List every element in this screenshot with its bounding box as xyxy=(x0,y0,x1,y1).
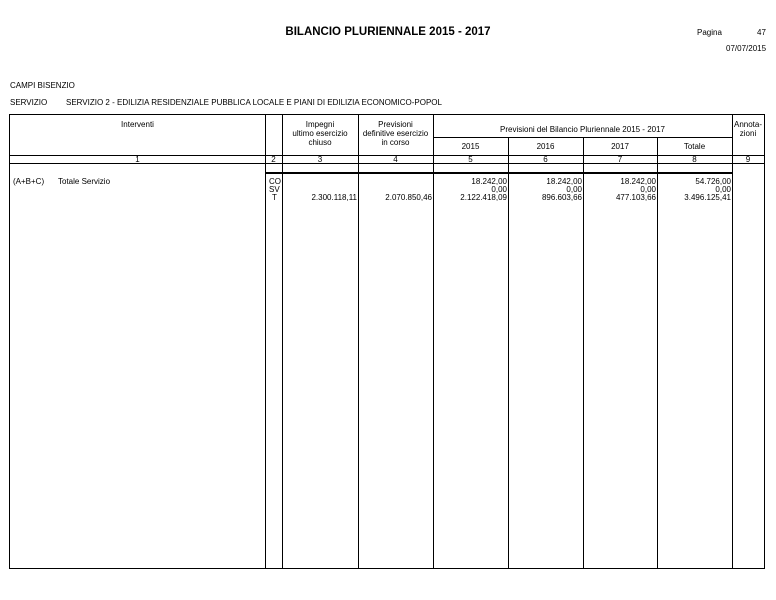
header-annotazioni: Annota- zioni xyxy=(733,120,763,138)
col-number-1: 1 xyxy=(135,155,140,164)
col-number-6: 6 xyxy=(543,155,548,164)
header-interventi: Interventi xyxy=(121,120,154,129)
col-number-7: 7 xyxy=(617,155,623,164)
col-number-4: 4 xyxy=(393,155,398,164)
header-year-2017: 2017 xyxy=(611,142,629,151)
row-types: CO SV T xyxy=(269,177,281,202)
col-number-8: 8 xyxy=(692,155,697,164)
report-date: 07/07/2015 xyxy=(726,44,767,53)
report-title: BILANCIO PLURIENNALE 2015 - 2017 xyxy=(285,26,491,38)
header-totale: Totale xyxy=(683,142,706,151)
servizio-label: SERVIZIO xyxy=(10,98,48,107)
row-code: (A+B+C) xyxy=(13,177,45,186)
row-label: Totale Servizio xyxy=(58,177,111,186)
header-impegni: Impegni ultimo esercizio chiuso xyxy=(292,120,348,147)
row-totale: 54.726,00 0,00 3.496.125,41 xyxy=(684,177,731,202)
col-number-2: 2 xyxy=(271,155,276,164)
ente-name: CAMPI BISENZIO xyxy=(10,81,75,90)
row-2016: 18.242,00 0,00 896.603,66 xyxy=(541,177,582,202)
header-previsioni-bilancio: Previsioni del Bilancio Pluriennale 2015 - 2017 xyxy=(500,125,665,134)
col-number-9: 9 xyxy=(745,155,751,164)
col-number-5: 5 xyxy=(468,155,473,164)
page-number: 47 xyxy=(757,28,766,37)
servizio-description: SERVIZIO 2 - EDILIZIA RESIDENZIALE PUBBLICA LOCALE E PIANI DI EDILIZIA ECONOMICO-POPOL xyxy=(66,98,442,107)
row-previsioni: 2.070.850,46 xyxy=(385,193,432,202)
report-table xyxy=(9,114,765,569)
header-year-2015: 2015 xyxy=(461,142,480,151)
row-2017: 18.242,00 0,00 477.103,66 xyxy=(615,177,656,202)
col-number-3: 3 xyxy=(317,155,323,164)
row-2015: 18.242,00 0,00 2.122.418,09 xyxy=(460,177,507,202)
header-previsioni: Previsioni definitive esercizio in corso xyxy=(362,120,429,147)
page-label: Pagina xyxy=(697,28,722,37)
header-year-2016: 2016 xyxy=(536,142,555,151)
row-impegni: 2.300.118,11 xyxy=(311,193,357,202)
